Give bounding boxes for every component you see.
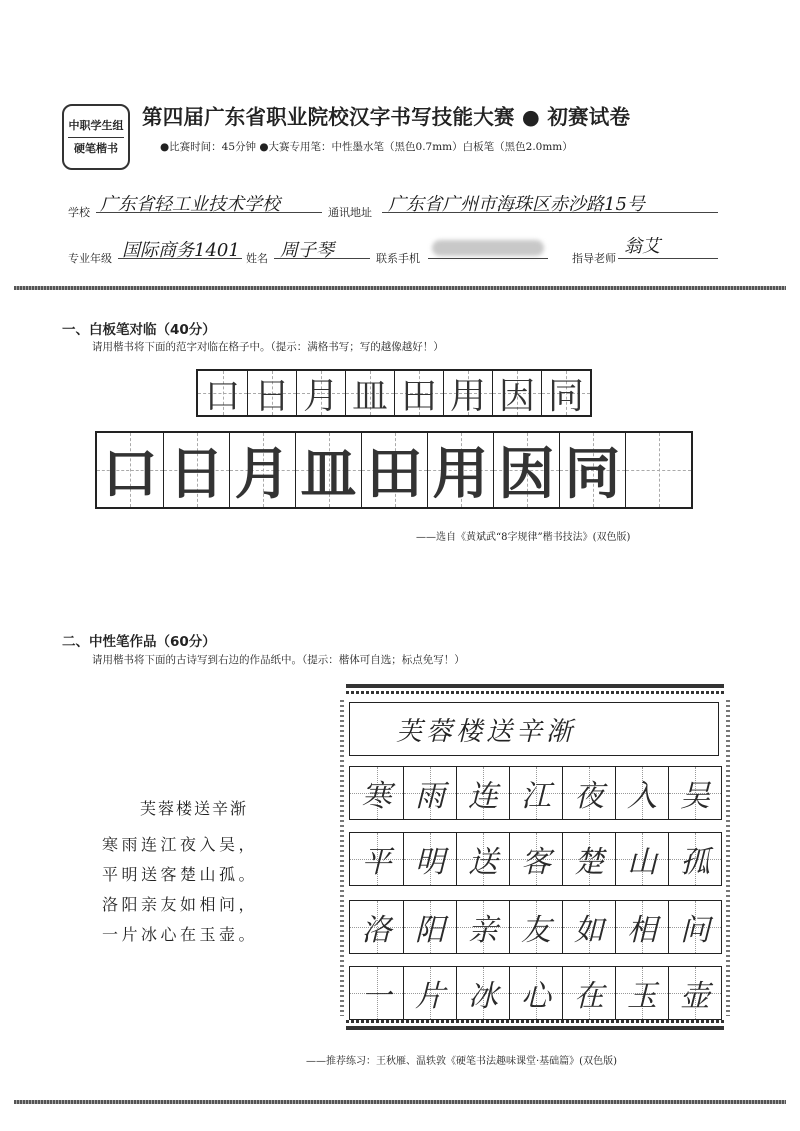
work-char-cell: 亲 (456, 901, 509, 953)
school-value: 广东省轻工业技术学校 (100, 194, 280, 215)
work-paper-bottom-dashes (346, 1020, 724, 1023)
written-char-cell: 用 (427, 433, 493, 507)
work-char-cell: 友 (509, 901, 562, 953)
section2-instruction: 请用楷书将下面的古诗写到右边的作品纸中。（提示：楷体可自选；标点免写！） (92, 654, 465, 666)
teacher-value: 翁艾 (624, 236, 660, 257)
phone-underline (428, 258, 548, 259)
written-char-cell: 田 (361, 433, 427, 507)
section1-heading: 一、白板笔对临（40分） (62, 322, 216, 338)
written-char-cell: 同 (559, 433, 625, 507)
group-stamp (62, 104, 130, 170)
major-underline (118, 258, 242, 259)
name-value: 周子琴 (280, 240, 334, 261)
model-char-cell: 同 (541, 371, 590, 415)
stamp-line-1: 中职学生组 (68, 118, 124, 132)
work-char-cell: 连 (456, 767, 509, 819)
address-underline (382, 212, 718, 213)
model-char-grid (196, 369, 592, 417)
work-char-cell: 江 (509, 767, 562, 819)
model-char-cell: 用 (443, 371, 492, 415)
model-char-cell: 日 (247, 371, 296, 415)
work-char-cell: 山 (615, 833, 668, 885)
major-value: 国际商务1401 (122, 240, 240, 261)
written-char-cell (625, 433, 691, 507)
phone-redacted (432, 240, 544, 256)
section1-credit: ——选自《黄斌武“8字规律”楷书技法》(双色版) (416, 532, 631, 543)
phone-label: 联系手机 (376, 252, 420, 265)
major-label: 专业年级 (68, 252, 112, 265)
page-subtitle: ●比赛时间：45分钟 ●大赛专用笔：中性墨水笔（黑色0.7mm）白板笔（黑色2.0mm） (160, 141, 573, 153)
written-char-cell: 日 (163, 433, 229, 507)
work-char-cell: 平 (350, 833, 403, 885)
work-char-cell: 一 (350, 967, 403, 1019)
work-row (349, 966, 722, 1020)
poem-title: 芙蓉楼送辛渐 (140, 799, 249, 818)
work-paper-left-margin (340, 700, 344, 1016)
work-char-cell: 孤 (668, 833, 721, 885)
work-char-cell: 寒 (350, 767, 403, 819)
work-paper-top-dashes (346, 691, 724, 694)
work-char-cell: 夜 (562, 767, 615, 819)
model-char-cell: 因 (492, 371, 541, 415)
poem-line: 洛阳亲友如相问， (102, 895, 259, 914)
model-char-cell: 田 (394, 371, 443, 415)
work-char-cell: 阳 (403, 901, 456, 953)
work-row (349, 832, 722, 886)
poem-line: 寒雨连江夜入吴， (102, 835, 259, 854)
work-char-cell: 心 (509, 967, 562, 1019)
section2-heading: 二、中性笔作品（60分） (62, 634, 216, 650)
address-value: 广东省广州市海珠区赤沙路15号 (388, 194, 645, 215)
work-char-cell: 入 (615, 767, 668, 819)
model-char-cell: 口 (198, 371, 247, 415)
work-char-cell: 问 (668, 901, 721, 953)
work-char-cell: 在 (562, 967, 615, 1019)
address-label: 通讯地址 (328, 206, 372, 219)
work-title: 芙蓉楼送辛渐 (349, 702, 719, 756)
work-char-cell: 客 (509, 833, 562, 885)
work-char-cell: 冰 (456, 967, 509, 1019)
stamp-line-2: 硬笔楷书 (74, 141, 118, 155)
footer-divider (14, 1100, 786, 1104)
written-char-cell: 皿 (295, 433, 361, 507)
work-char-cell: 壶 (668, 967, 721, 1019)
school-underline (96, 212, 322, 213)
work-paper-right-margin (726, 700, 730, 1016)
name-label: 姓名 (246, 252, 268, 265)
school-label: 学校 (68, 206, 90, 219)
work-char-cell: 玉 (615, 967, 668, 1019)
work-char-cell: 洛 (350, 901, 403, 953)
model-char-cell: 皿 (345, 371, 394, 415)
work-char-cell: 雨 (403, 767, 456, 819)
teacher-label: 指导老师 (572, 252, 616, 265)
work-char-cell: 吴 (668, 767, 721, 819)
work-char-cell: 明 (403, 833, 456, 885)
section1-instruction: 请用楷书将下面的范字对临在格子中。（提示：满格书写；写的越像越好！） (92, 341, 444, 353)
name-underline (274, 258, 370, 259)
poem-line: 平明送客楚山孤。 (102, 865, 259, 884)
model-char-cell: 月 (296, 371, 345, 415)
work-row (349, 766, 722, 820)
teacher-underline (618, 258, 718, 259)
written-char-grid (95, 431, 693, 509)
work-char-cell: 如 (562, 901, 615, 953)
header-divider (14, 286, 786, 290)
written-char-cell: 口 (97, 433, 163, 507)
written-char-cell: 因 (493, 433, 559, 507)
work-row (349, 900, 722, 954)
work-char-cell: 送 (456, 833, 509, 885)
work-char-cell: 相 (615, 901, 668, 953)
poem-line: 一片冰心在玉壶。 (102, 925, 259, 944)
work-char-cell: 楚 (562, 833, 615, 885)
written-char-cell: 月 (229, 433, 295, 507)
work-char-cell: 片 (403, 967, 456, 1019)
page-title: 第四届广东省职业院校汉字书写技能大赛 ● 初赛试卷 (142, 105, 631, 129)
section2-credit: ——推荐练习：王秋雁、温轶敦《硬笔书法趣味课堂·基础篇》(双色版) (306, 1056, 617, 1067)
